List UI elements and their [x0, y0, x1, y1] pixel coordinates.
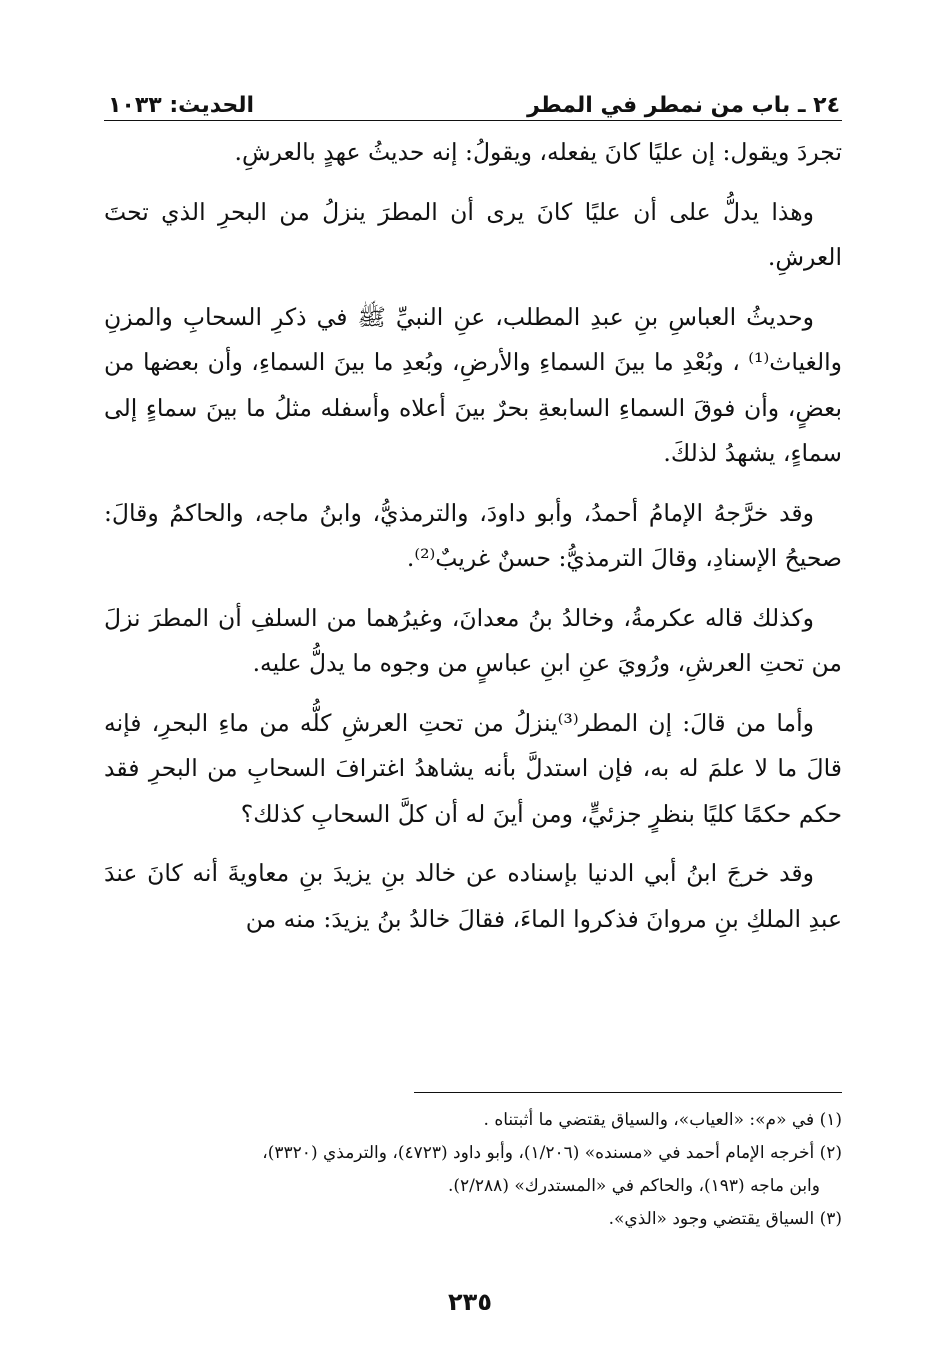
paragraph: وكذلك قاله عكرمةُ، وخالدُ بنُ معدانَ، وغيرُهما من السلفِ أن المطرَ نزلَ من تحتِ العرشِ، ورُويَ عنِ ابنِ عباسٍ من وجوه ما يدلُّ عليه.	[104, 603, 842, 677]
footnote-2: (٢) أخرجه الإمام أحمد في «مسنده» (١/٢٠٦)، وأبو داود (٤٧٢٣)، والترمذي (٣٣٢٠)،	[262, 1143, 842, 1163]
footnote-divider	[414, 1092, 842, 1093]
paragraph: تجردَ ويقول: إن عليًا كانَ يفعله، ويقولُ: إنه حديثُ عهدٍ بالعرشِ.	[234, 138, 842, 166]
chapter-title: ٢٤ ـ باب من نمطر في المطر	[527, 93, 840, 118]
page-number: ٢٣٥	[448, 1288, 492, 1316]
paragraph: وقد خرجَ ابنُ أبي الدنيا بإسناده عن خالد بنِ يزيدَ بنِ معاويةَ أنه كانَ عندَ عبدِ الملكِ بنِ مروانَ فذكروا الماءَ، فقالَ خالدُ بنُ يزيدَ: منه من	[104, 859, 842, 933]
paragraph: وأما من قالَ: إن المطر⁽³⁾ينزلُ من تحتِ العرشِ كلُّه من ماءِ البحرِ، فإنه قالَ ما لا علمَ له به، فإن استدلَّ بأنه يشاهدُ اغترافَ السحابِ من البحرِ فقد حكم حكمًا كليًا بنظرٍ جزئيٍّ، ومن أينَ له أن كلَّ السحابِ كذلك؟	[104, 708, 842, 828]
hadith-number: الحديث: ١٠٣٣	[108, 93, 255, 118]
footnote-3: (٣) السياق يقتضي وجود «الذي».	[608, 1209, 842, 1229]
paragraph: وحديثُ العباسِ بنِ عبدِ المطلب، عنِ النبيِّ ﷺ في ذكرِ السحابِ والمزنِ والغياث⁽¹⁾ ، وبُعْدِ ما بينَ السماءِ والأرضِ، وبُعدِ ما بينَ السماءِ، وأن بعضها من بعضٍ، وأن فوقَ السماءِ السابعةِ بحرٌ بينَ أعلاه وأسفله مثلُ ما بينَ سماءٍ إلى سماءٍ، يشهدُ لذلكَ.	[104, 302, 842, 467]
paragraph: وهذا يدلُّ على أن عليًا كانَ يرى أن المطرَ ينزلُ من البحرِ الذي تحتَ العرشِ.	[104, 197, 842, 271]
header-divider	[104, 120, 842, 121]
footnote-2-continuation: وابن ماجه (١٩٣)، والحاكم في «المستدرك» (٢/٢٨٨).	[448, 1176, 820, 1196]
paragraph: وقد خرَّجهُ الإمامُ أحمدُ، وأبو داودَ، والترمذيُّ، وابنُ ماجه، والحاكمُ وقالَ: صحيحُ الإسنادِ، وقالَ الترمذيُّ: حسنٌ غريبٌ⁽²⁾.	[104, 498, 842, 572]
footnote-1: (١) في «م»: «العياب»، والسياق يقتضي ما أثبتناه .	[483, 1110, 842, 1130]
main-text	[104, 130, 842, 956]
footnotes	[104, 1104, 842, 1236]
running-header	[108, 82, 840, 118]
